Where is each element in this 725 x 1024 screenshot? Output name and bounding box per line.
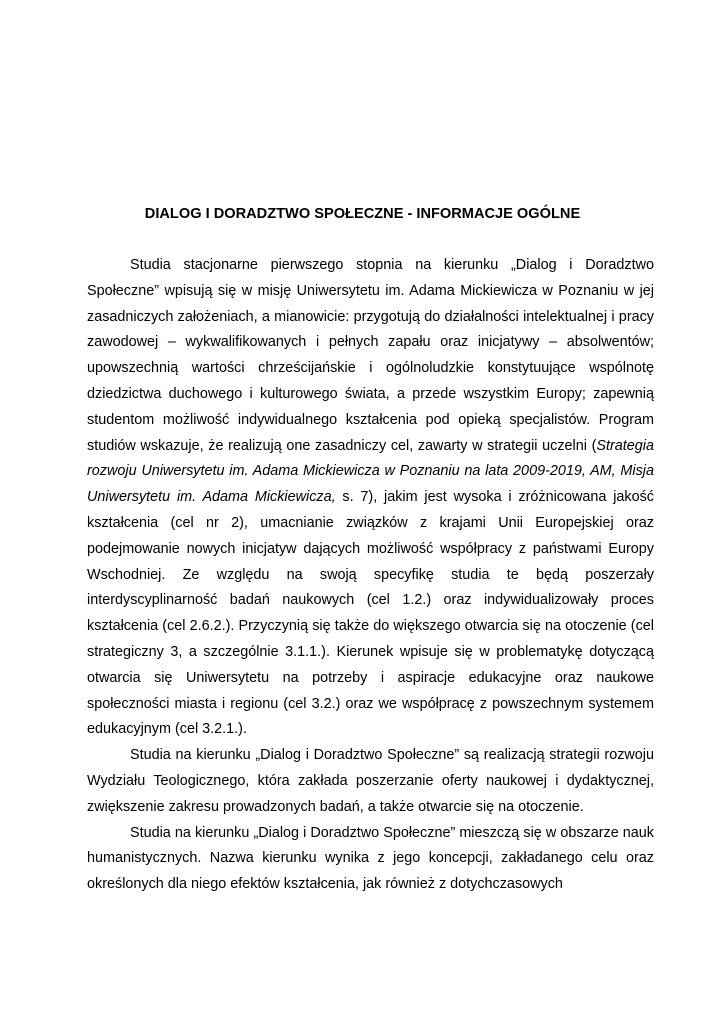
paragraph-3: Studia na kierunku „Dialog i Doradztwo Społeczne” mieszczą się w obszarze nauk humanistycznych. Nazwa kierunku wynika z jego koncepcji, zakładanego celu oraz określonych dla niego efektów kształcenia, jak również z dotychczasowych bbox=[87, 824, 654, 893]
paragraph-1-citation: Strategia rozwoju Uniwersytetu im. Adama Mickiewicza w Poznaniu na lata 2009-2019, AM, Misja Uniwersytetu im. Adama Mickiewicza, bbox=[87, 437, 654, 506]
paragraph-1-text-a: Studia stacjonarne pierwszego stopnia na kierunku „Dialog i Doradztwo Społeczne” wpisują się w misję Uniwersytetu im. Adama Mickiewicza w Poznaniu w jej zasadniczych założeniach, a mianowicie: przygotują do działalności intelektualnej i pracy zawodowej – wykwalifikowanych i pełnych zapału oraz inicjatywy – absolwentów; upowszechnią wartości chrześcijańskie i ogólnoludzkie konstytuujące wspólnotę dziedzictwa duchowego i kulturowego świata, a przede wszystkim Europy; zapewnią studentom możliwość indywidualnego kształcenia pod opieką specjalistów. Program studiów wskazuje, że realizują one zasadniczy cel, zawarty w strategii uczelni ( bbox=[87, 257, 654, 454]
document-title: DIALOG I DORADZTWO SPOŁECZNE - INFORMACJE OGÓLNE bbox=[144, 206, 581, 222]
paragraph-2: Studia na kierunku „Dialog i Doradztwo Społeczne” są realizacją strategii rozwoju Wydziału Teologicznego, która zakłada poszerzanie oferty naukowej i dydaktycznej, zwiększenie zakresu prowadzonych badań, a także otwarcie się na otoczenie. bbox=[87, 747, 654, 815]
paragraph-1-text-b: s. 7), jakim jest wysoka i zróżnicowana jakość kształcenia (cel nr 2), umacnianie związków z krajami Unii Europejskiej oraz podejmowanie nowych inicjatyw dających możliwość współpracy z państwami Europy Wschodniej. Ze względu na swoją specyfikę studia te będą poszerzały interdyscyplinarność badań naukowych (cel 1.2.) oraz indywidualizowały proces kształcenia (cel 2.6.2.). Przyczynią się także do większego otwarcia się na otoczenie (cel strategiczny 3, a szczególnie 3.1.1.). Kierunek wpisuje się w problematykę dotyczącą otwarcia się Uniwersytetu na potrzeby i aspiracje edukacyjne oraz naukowe społeczności miasta i regionu (cel 3.2.) oraz we współpracę z powszechnym systemem edukacyjnym (cel 3.2.1.). bbox=[87, 489, 654, 738]
paragraph-1 bbox=[87, 253, 654, 743]
document-body bbox=[87, 253, 654, 898]
